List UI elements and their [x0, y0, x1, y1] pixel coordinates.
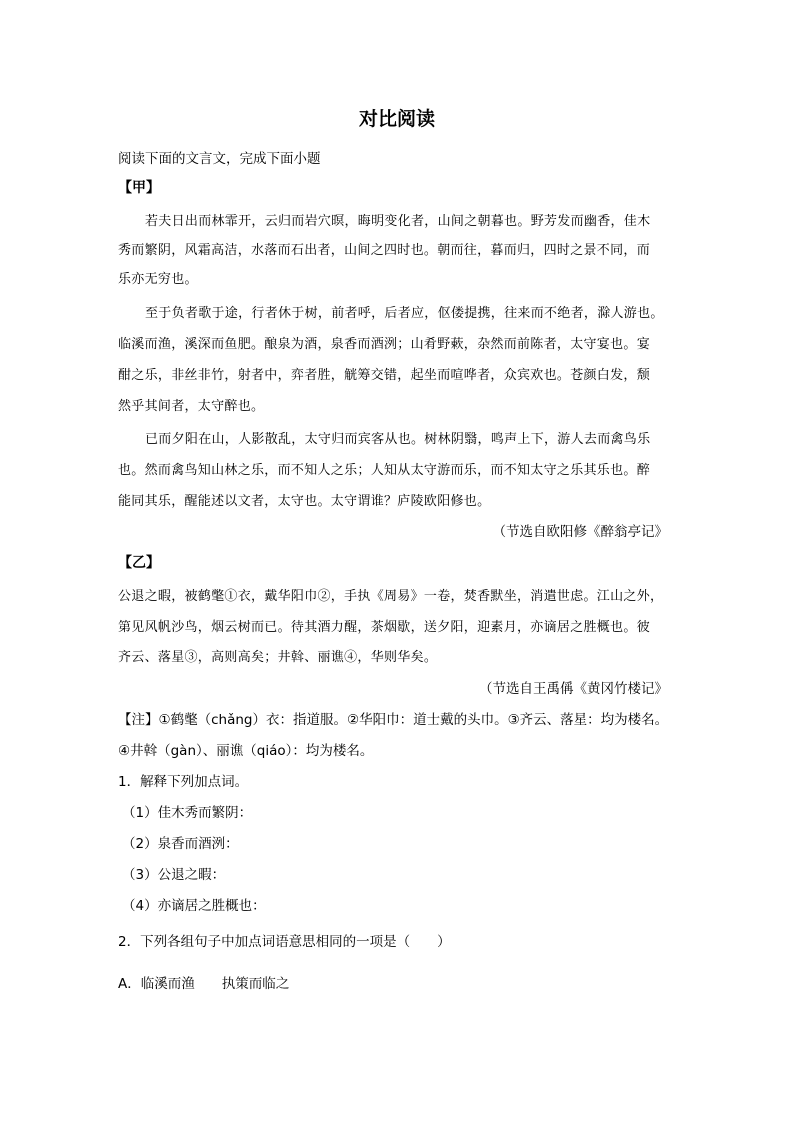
jia-line: 已而夕阳在山，人影散乱，太守归而宾客从也。树林阴翳，鸣声上下，游人去而禽鸟乐	[145, 432, 651, 447]
question-2: 2．下列各组句子中加点词语意思相同的一项是（ ）	[118, 934, 451, 950]
yi-line: 齐云、落星③，高则高矣；井斡、丽谯④，华则华矣。	[118, 650, 438, 665]
question-1-item: （2）泉香而酒洌：	[122, 836, 239, 852]
question-1-item: （1）佳木秀而繁阴：	[122, 805, 253, 821]
notes-line: ④井斡（gàn）、丽谯（qiáo）：均为楼名。	[118, 743, 374, 759]
jia-line: 至于负者歌于途，行者休于树，前者呼，后者应，伛偻提携，往来而不绝者，滁人游也。	[145, 306, 664, 321]
section-jia-label: 【甲】	[118, 180, 160, 196]
question-2-option-a: A．临溪而渔 执策而临之	[118, 976, 290, 992]
question-1-item: （3）公退之暇：	[122, 867, 226, 883]
jia-line: 临溪而渔，溪深而鱼肥。酿泉为酒，泉香而酒洌；山肴野蔌，杂然而前陈者，太守宴也。宴	[118, 337, 651, 352]
question-1-item: （4）亦谪居之胜概也：	[122, 898, 266, 914]
jia-line: 乐亦无穷也。	[118, 272, 198, 287]
notes-line: 【注】①鹤氅（chǎng）衣：指道服。②华阳巾：道士戴的头巾。③齐云、落星：均为楼名。	[118, 712, 669, 728]
jia-line: 也。然而禽鸟知山林之乐，而不知人之乐；人知从太守游而乐，而不知太守之乐其乐也。醉	[118, 463, 651, 478]
jia-line: 秀而繁阴，风霜高洁，水落而石出者，山间之四时也。朝而往，暮而归，四时之景不同，而	[118, 243, 651, 258]
jia-line: 能同其乐，醒能述以文者，太守也。太守谓谁？庐陵欧阳修也。	[118, 494, 491, 509]
jia-line: 若夫日出而林霏开，云归而岩穴暝，晦明变化者，山间之朝暮也。野芳发而幽香，佳木	[145, 214, 651, 229]
yi-source: （节选自王禹偁《黄冈竹楼记》	[479, 681, 668, 697]
jia-line: 然乎其间者，太守醉也。	[118, 399, 265, 414]
page-title: 对比阅读	[358, 108, 435, 130]
question-1: 1．解释下列加点词。	[118, 774, 249, 790]
yi-line: 第见风帆沙鸟，烟云树而已。待其酒力醒，茶烟歇，送夕阳，迎素月，亦谪居之胜概也。彼	[118, 620, 651, 635]
jia-line: 酣之乐，非丝非竹，射者中，弈者胜，觥筹交错，起坐而喧哗者，众宾欢也。苍颜白发，颓	[118, 368, 651, 383]
instruction: 阅读下面的文言文，完成下面小题	[118, 151, 321, 167]
section-yi-label: 【乙】	[118, 555, 160, 571]
yi-line: 公退之暇，被鹤氅①衣，戴华阳巾②，手执《周易》一卷，焚香默坐，消遣世虑。江山之外，	[118, 589, 664, 604]
jia-source: （节选自欧阳修《醉翁亭记》	[492, 524, 668, 540]
